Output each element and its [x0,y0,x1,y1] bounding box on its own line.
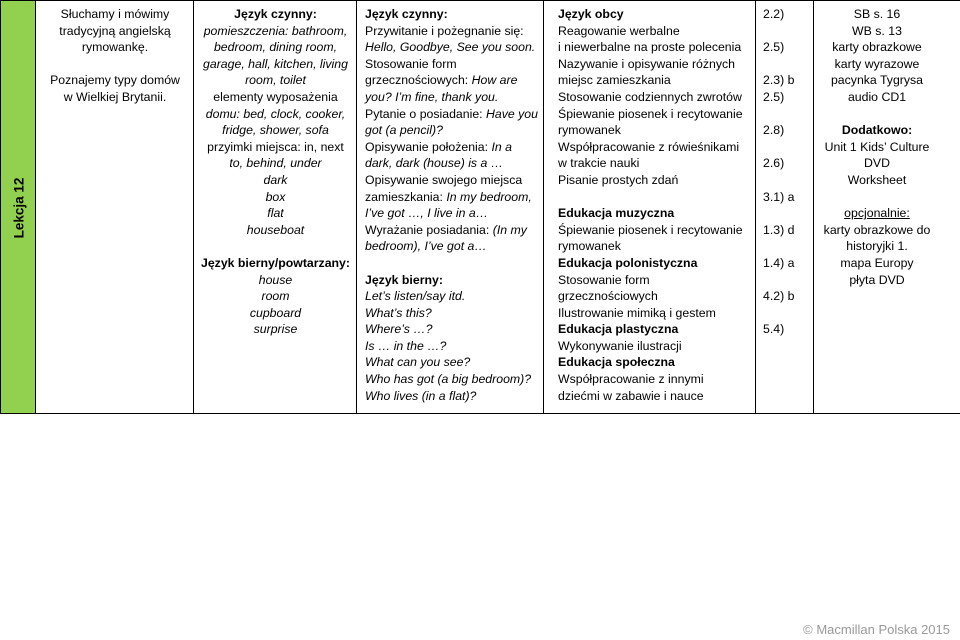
curriculum-refs-cell [756,0,814,414]
col6-line: Worksheet [847,172,907,187]
structures-cell [357,0,544,414]
col5-line [763,56,813,73]
structure-line: bedroom), I’ve got a… [365,239,487,254]
structure-line: Przywitanie i pożegnanie się: [365,23,524,38]
col5-line [763,23,813,40]
col6-line: płyta DVD [849,272,905,287]
col1-line: rymowankę. [81,40,149,55]
col4-line: rymowanek [558,239,621,254]
structure-line: Stosowanie form [365,56,457,71]
passive-structure: What can you see? [365,355,471,370]
col5-line: 5.4) [763,322,785,337]
col5-line [763,139,813,156]
col4-line: dziećmi w zabawie i nauce [558,388,704,403]
passive-word: cupboard [249,305,302,320]
structure-line: grzecznościowych: How are [365,73,518,88]
col6-line: SB s. 16 [853,7,901,21]
col5-line: 2.6) [763,156,785,171]
structure-line: you? I’m fine, thank you. [365,89,499,104]
structure-line: Wyrażanie posiadania: (In my [365,222,527,237]
rooms-line-2: bedroom, dining room, [213,40,338,55]
word-houseboat: houseboat [246,222,305,237]
rooms-line-4: room, toilet [245,73,306,88]
col4-line: Nazywanie i opisywanie różnych [558,56,736,71]
col5-line: 2.3) b [763,73,795,88]
passive-structure: What’s this? [365,305,432,320]
structure-line: Pytanie o posiadanie: Have you [365,106,538,121]
materials-cell [814,0,960,414]
col4-line: Współpracowanie z rówieśnikami [558,139,740,154]
furniture-line-2: domu: bed, clock, cooker, [205,106,346,121]
passive-structure: Let’s listen/say itd. [365,289,466,304]
col4-line: Język obcy [558,7,624,21]
word-box: box [265,189,286,204]
col5-line: 2.8) [763,123,785,138]
goals-cell [36,0,194,414]
col6-line: Dodatkowo: [841,123,913,138]
passive-structure: Is … in the …? [365,338,447,353]
materials-list [814,6,940,288]
col5-line: 2.5) [763,89,785,104]
furniture-line-1: elementy wyposażenia [213,89,338,104]
col4-line: miejsc zamieszkania [558,73,671,88]
passive-word: surprise [253,322,298,337]
col6-line: pacynka Tygrysa [830,73,924,88]
col4-line: Reagowanie werbalne [558,23,680,38]
structure-line: I’ve got …, I live in a… [365,206,489,221]
col6-line: Unit 1 Kids’ Culture [824,139,930,154]
structure-line: Opisywanie swojego miejsca [365,172,523,187]
col6-line: karty obrazkowe [832,40,922,55]
structure-line: zamieszkania: In my bedroom, [365,189,532,204]
structure-line: dark, dark (house) is a … [365,156,504,171]
col1-line: Słuchamy i mówimy [60,7,170,21]
col6-line: historyjki 1. [846,239,908,254]
col4-line: i niewerbalne na proste polecenia [558,40,742,55]
goals-list [36,6,194,106]
col5-line [763,272,813,289]
col5-line: 2.2) [763,7,785,21]
furniture-line-3: fridge, shower, sofa [222,123,329,138]
col6-line: karty wyrazowe [834,56,920,71]
lesson-label: Lekcja 12 [11,177,27,239]
col5-line: 3.1) a [763,189,795,204]
col6-line [814,106,940,123]
col4-line: Stosowanie codziennych zwrotów [558,89,742,104]
col4-line: Współpracowanie z innymi [558,372,704,387]
passive-structure: Where’s …? [365,322,433,337]
vocabulary-list [194,6,357,338]
passive-word: house [258,272,293,287]
col4-line: Ilustrowanie mimiką i gestem [558,305,716,320]
col4-line: Edukacja plastyczna [558,322,679,337]
col4-line: Wykonywanie ilustracji [558,338,682,353]
col5-line [763,205,813,222]
col5-line [763,305,813,322]
lesson-cell [0,0,36,414]
education-areas-cell [544,0,756,414]
copyright-footer: © Macmillan Polska 2015 [803,622,950,637]
col4-line: Stosowanie form [558,272,650,287]
structure-line: Opisywanie położenia: In a [365,139,512,154]
col5-line: 1.3) d [763,222,795,237]
col1-line: Poznajemy typy domów [50,73,180,88]
col6-line: mapa Europy [840,255,914,270]
col5-line [763,106,813,123]
col1-line: w Wielkiej Brytanii. [63,89,167,104]
col4-line: Śpiewanie piosenek i recytowanie [558,222,743,237]
active-structures-heading: Język czynny: [365,7,448,21]
col6-line: WB s. 13 [852,23,902,38]
prepositions-line-2: to, behind, under [229,156,322,171]
col5-line: 4.2) b [763,289,795,304]
col4-line: Edukacja społeczna [558,355,675,370]
word-dark: dark [263,172,288,187]
structures-list [365,6,541,404]
col5-line [763,238,813,255]
col4-line: Pisanie prostych zdań [558,172,679,187]
prepositions-line-1: przyimki miejsca: in, next [207,139,344,154]
col4-line [558,189,754,206]
col1-line: tradycyjną angielską [59,23,171,38]
col6-line [814,189,940,206]
passive-structure: Who has got (a big bedroom)? [365,372,532,387]
passive-structure: Who lives (in a flat)? [365,388,477,403]
rooms-line-3: garage, hall, kitchen, living [203,56,348,71]
education-areas-list [558,6,754,404]
word-flat: flat [267,206,284,221]
col5-line: 1.4) a [763,255,795,270]
active-language-heading: Język czynny: [234,7,317,21]
structure-line: got (a pencil)? [365,123,443,138]
col6-line: audio CD1 [847,89,907,104]
col4-line: w trakcie nauki [558,156,640,171]
col6-line: DVD [864,156,890,171]
vocabulary-cell [194,0,357,414]
col6-line: karty obrazkowe do [823,222,931,237]
col5-line: 2.5) [763,40,785,55]
rooms-line-1: pomieszczenia: bathroom, [203,23,348,38]
col4-line: Edukacja muzyczna [558,206,675,221]
col4-line: grzecznościowych [558,289,658,304]
curriculum-refs-list [763,6,813,338]
col5-line [763,172,813,189]
passive-word: room [261,289,290,304]
col4-line: Edukacja polonistyczna [558,255,698,270]
col6-line: opcjonalnie: [844,206,910,221]
structure-line: Hello, Goodbye, See you soon. [365,40,536,55]
col4-line: rymowanek [558,123,621,138]
passive-language-heading: Język bierny/powtarzany: [201,255,350,270]
col4-line: Śpiewanie piosenek i recytowanie [558,106,743,121]
col1-line [36,56,194,73]
passive-structures-heading: Język bierny: [365,272,443,287]
